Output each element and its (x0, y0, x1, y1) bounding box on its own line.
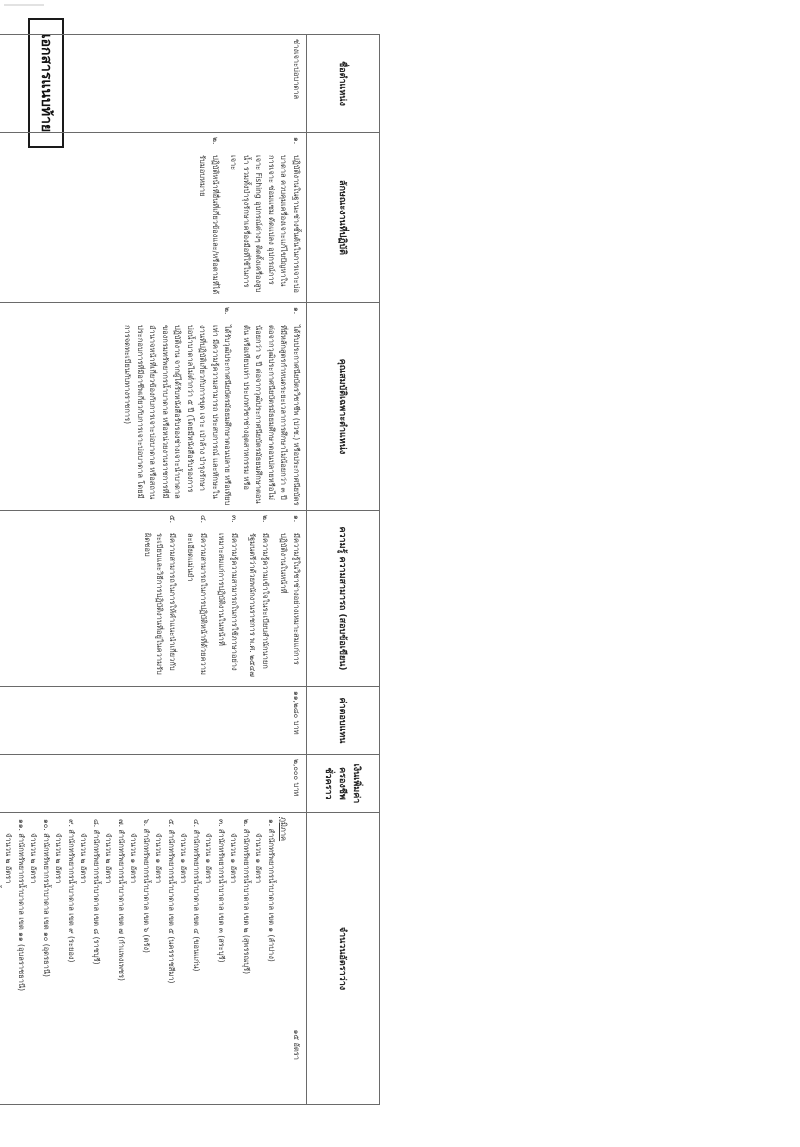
office-name (0, 817, 2, 1100)
item-number: ๑. (292, 307, 301, 315)
item-number: ๑. (292, 137, 301, 145)
item-text: มีความสามารถในการให้คำแนะนำเกี่ยวกับระเบียบและวิธีการปฏิบัติงานที่อยู่ในความรับผิดชอบ (143, 533, 177, 675)
item-text: มีความรู้ความเข้าใจในระเบียบสำนักนายกรัฐมนตรีว่าด้วยพนักงานราชการ พ.ศ. ๒๕๔๗ (248, 533, 270, 677)
office-name: ๗. สำนักทรัพยากรน้ำบาดาล เขต ๗ (กำแพงเพชร) (117, 819, 126, 981)
office-name: ๓. สำนักทรัพยากรน้ำบาดาล เขต ๓ (สระบุรี) (217, 819, 226, 963)
pay-cell: ๑๑,๒๘๐ บาท (0, 687, 307, 755)
office-name: ๙. สำนักทรัพยากรน้ำบาดาล เขต ๙ (ระยอง) (67, 819, 76, 963)
table-row (0, 35, 307, 1105)
list-item (240, 307, 303, 506)
office-count: จำนวน ๑ อัตรา (154, 833, 164, 884)
header-qualifications: คุณสมบัติเฉพาะตำแหน่ง (307, 303, 380, 511)
office-count: จำนวน ๒ อัตรา (54, 833, 64, 884)
item-text: ได้รับวุฒิประกาศนียบัตรมัธยมศึกษาตอนปลาย หรือเทียบเท่า มีความรู้ความสามารถ ประสบการณ์ และทักษะในงานที่ปฏิบัติเกี่ยวกับการขุด เจาะ เป่าล้าง บำรุงรักษาบ่อน้ำบาดาลไม่ต่ำกว่า ๕ ปี (โดยมีหนังสือรับรองการปฏิบัติงาน จากผู้ได้รับหนังสือรับรองช่างเจาะน้ำบาดาล ของกรมทรัพยากรน้ำบาดาล หรือหน่วยงานราชการที่มีอำนาจหน้าที่เกี่ยวข้องกับการเจาะบ่อบาดาล หรือสถานประกอบการที่มีอาชีพเกี่ยวกับการเจาะบ่อบาดาล โดยมีการจดทะเบียนกับทางราชการ) (123, 325, 233, 506)
table-header-row (307, 35, 380, 1105)
item-text: ปฏิบัติหน้าที่อื่นที่เกี่ยวข้องและ/หรือตามที่ได้รับมอบหมาย (198, 155, 220, 295)
position-cell: ช่างเจาะบ่อบาดาล (0, 35, 307, 133)
item-number: ๒. (211, 137, 220, 145)
list-item (227, 137, 302, 298)
vacancy-region-heading: ภูมิภาค (279, 817, 289, 842)
office-count: จำนวน ๑ อัตรา (129, 833, 139, 884)
item-number: ๔. (199, 515, 208, 524)
office-count: จำนวน ๒ อัตรา (104, 833, 114, 884)
office-name: ๑๑. สำนักทรัพยากรน้ำบาดาล เขต ๑๑ (อุบลราชธานี) (17, 819, 26, 992)
knowledge-cell (0, 511, 307, 687)
scan-corner-mark (4, 4, 44, 6)
office-name: ๔. สำนักทรัพยากรน้ำบาดาล เขต ๔ (ขอนแก่น) (192, 819, 201, 972)
rotated-sheet (0, 24, 380, 1106)
office-count: จำนวน ๑ อัตรา (179, 833, 189, 884)
item-text: ได้รับประกาศนียบัตรวิชาชีพ (ปวช.) หรือประกาศนียบัตรที่มีหลักสูตรกำหนดระยะเวลาการศึกษาไม่น้อยกว่า ๓ ปี ต่อจากวุฒิประกาศนียบัตรมัธยมศึกษาตอนปลายหรือไม่น้อยกว่า ๖ ปี ต่อจากวุฒิประกาศนียบัตรมัธยมศึกษาตอนต้น หรือเทียบเท่า ประเภทวิชาช่างอุตสาหกรรม หรือ (242, 325, 301, 506)
item-text: ปฏิบัติงานในฐานะช่างชั้นต้นในการเจาะบ่อบาดาล ควบคุมเครื่องเจาะแก้ไขปัญหาในการเจาะ ซ่อมแซม ดัดแปลง อุปกรณ์การเจาะ Fishing อุปกรณ์ต่างๆ ติดตั้งเครื่องสูบน้ำ รวมทั้งบำรุงรักษาเครื่องมือที่ใช้ในการเจาะ (229, 155, 301, 293)
header-allowance: เงินเพิ่มค่าครองชีพชั่วคราว (307, 755, 380, 813)
office-count: จำนวน ๒ อัตรา (79, 833, 89, 884)
office-name: ๑. สำนักทรัพยากรน้ำบาดาล เขต ๑ (ลำปาง) (267, 819, 276, 962)
item-number: ๓. (230, 515, 239, 523)
office-count: จำนวน ๒ อัตรา (4, 833, 14, 884)
office-list (0, 817, 277, 1100)
item-text: มีความรู้ความสามารถในการใช้ภาษาอย่างเหมาะสมแก่การปฏิบัติงานในหน้าที่ (217, 533, 239, 671)
header-duties: ลักษณะงานที่ปฏิบัติ (307, 133, 380, 303)
office-name: ๕. สำนักทรัพยากรน้ำบาดาล เขต ๕ (นครราชสีมา) (167, 819, 176, 984)
office-count: จำนวน ๑ อัตรา (254, 833, 264, 884)
office-name: ๘. สำนักทรัพยากรน้ำบาดาล เขต ๘ (ราชบุรี) (92, 819, 101, 965)
item-text: มีความรู้ในวิชาช่างอย่างเหมาะสมแก่การปฏิบัติงานในหน้าที่ (279, 533, 301, 665)
attachment-label: เอกสารแนบท้าย (38, 33, 54, 133)
list-item (277, 515, 302, 682)
list-item (141, 515, 179, 682)
duties-cell (0, 133, 307, 303)
office-name: ๖. สำนักทรัพยากรน้ำบาดาล เขต ๖ (ตรัง) (142, 819, 151, 953)
list-item (246, 515, 271, 682)
header-knowledge: ความรู้ ความสามารถ (สอบข้อเขียน) (307, 511, 380, 687)
list-item (184, 515, 209, 682)
office-count: จำนวน ๑ อัตรา (204, 833, 214, 884)
office-name: ๒. สำนักทรัพยากรน้ำบาดาล เขต ๒ (สุพรรณบุรี) (242, 819, 251, 975)
item-text: มีความสามารถในการปฏิบัติหน้าที่ด้วยความละเอียดแม่นยำ (186, 533, 208, 675)
header-position: ชื่อตำแหน่ง (307, 35, 380, 133)
requirements-table (0, 34, 380, 1105)
allowance-cell: ๒,๐๐๐ บาท (0, 755, 307, 813)
office-count: จำนวน ๒ อัตรา (29, 833, 39, 884)
office-name: ๑๐. สำนักทรัพยากรน้ำบาดาล เขต ๑๐ (อุดรธานี) (42, 819, 51, 977)
office-count: จำนวน ๑ อัตรา (229, 833, 239, 884)
item-number: ๑. (292, 515, 301, 523)
item-number: ๒. (223, 307, 233, 315)
qualifications-cell (0, 303, 307, 511)
vacancies-cell (0, 813, 307, 1105)
item-number: ๕. (168, 515, 177, 524)
vacancy-total: ๑๕ อัตรา (292, 1029, 301, 1060)
list-item (215, 515, 240, 682)
list-item (196, 137, 221, 298)
header-pay: ค่าตอบแทน (307, 687, 380, 755)
item-number: ๒. (261, 515, 270, 523)
list-item (121, 307, 234, 506)
header-vacancies: จำนวนอัตราว่าง (307, 813, 380, 1105)
